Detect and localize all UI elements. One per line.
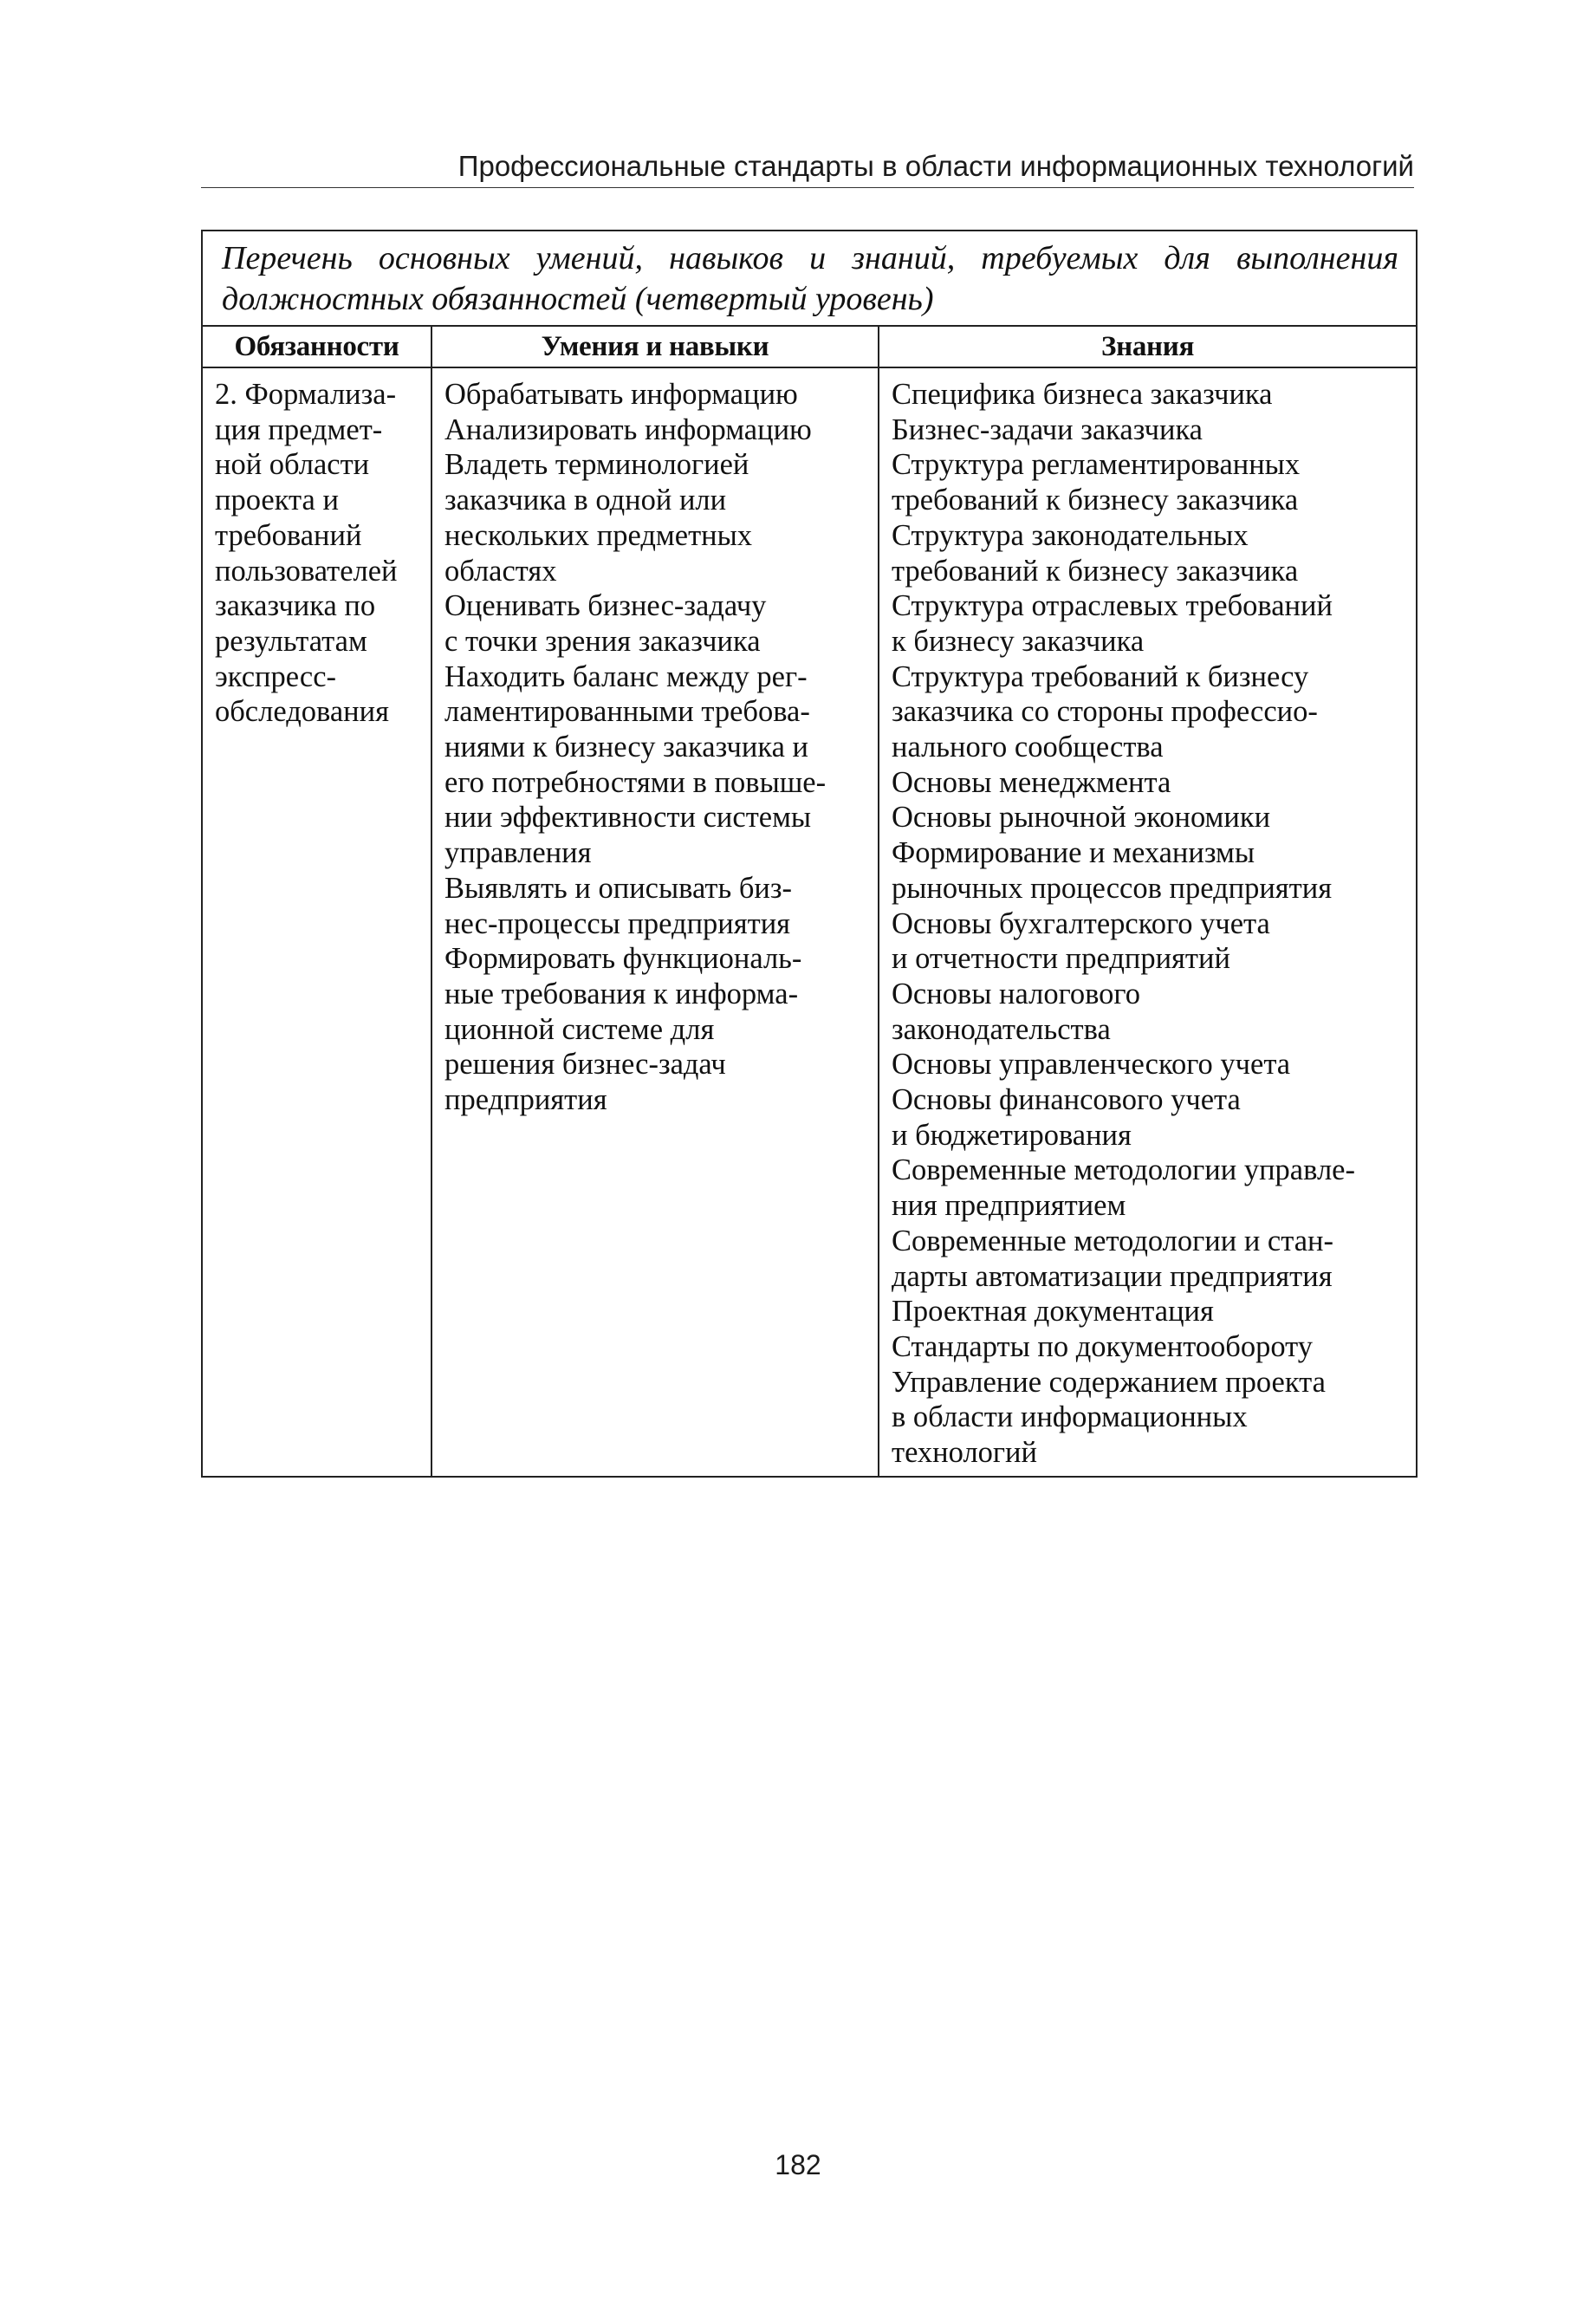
text-line: решения бизнес-задач [444,1048,726,1082]
text-line: ционной системе для [444,1012,715,1046]
text-line: Структура отраслевых требований [892,589,1333,623]
text-line: с точки зрения заказчика [444,624,761,658]
text-line: обследования [215,695,389,729]
text-line: 2. Формализа- [215,378,397,411]
text-line: законодательства [892,1012,1111,1046]
text-line: ниями к бизнесу заказчика и [444,731,808,764]
text-line: Обрабатывать информацию [444,378,798,411]
header-rule [201,187,1414,188]
text-line: рыночных процессов предприятия [892,871,1333,905]
text-line: Основы управленческого учета [892,1048,1291,1082]
text-line: нес-процессы предприятия [444,906,791,940]
text-line: заказчика в одной или [444,484,727,517]
text-line: Структура регламентированных [892,448,1301,482]
column-header-duties: Обязанности [202,326,431,367]
text-line: дарты автоматизации предприятия [892,1259,1333,1293]
text-line: Формировать функциональ- [444,942,802,976]
text-line: Современные методологии и стан- [892,1224,1334,1257]
column-header-skills: Умения и навыки [431,326,879,367]
text-line: Находить баланс между рег- [444,659,808,693]
text-line: заказчика со стороны профессио- [892,695,1318,729]
text-line: ция предмет- [215,413,383,446]
text-line: требований к бизнесу заказчика [892,554,1299,588]
table-row [202,367,1417,1477]
text-line: в области информационных [892,1400,1248,1434]
text-line: технологий [892,1436,1037,1470]
text-line: Анализировать информацию [444,413,812,446]
table-caption: Перечень основных умений, навыков и знаний, требуемых для выполнения должностных обязанностей (четвертый уровень) [202,231,1417,326]
column-header-knowledge: Знания [879,326,1417,367]
text-line: управления [444,836,592,870]
skills-cell [431,367,879,1477]
text-line: Основы финансового учета [892,1083,1241,1117]
text-line: ламентированными требова- [444,695,810,729]
caption-row [202,231,1417,326]
text-line: Формирование и механизмы [892,836,1255,870]
text-line: ные требования к информа- [444,977,799,1010]
text-line: Структура требований к бизнесу [892,659,1309,693]
text-line: проекта и [215,484,339,517]
text-line: Управление содержанием проекта [892,1365,1326,1399]
text-line: Проектная документация [892,1295,1214,1329]
text-line: нального сообщества [892,731,1164,764]
text-line: заказчика по [215,589,376,623]
text-line: Основы бухгалтерского учета [892,906,1270,940]
text-line: Основы рыночной экономики [892,801,1271,835]
text-line: предприятия [444,1083,607,1117]
text-line: Основы менеджмента [892,765,1171,799]
text-line: областях [444,554,557,588]
text-line: экспресс- [215,659,337,693]
text-line: Бизнес-задачи заказчика [892,413,1203,446]
text-line: и бюджетирования [892,1118,1132,1152]
skills-table [201,230,1418,1478]
text-line: его потребностями в повыше- [444,765,827,799]
text-line: пользователей [215,554,398,588]
text-line: требований [215,518,362,552]
text-line: Оценивать бизнес-задачу [444,589,767,623]
text-line: требований к бизнесу заказчика [892,484,1299,517]
text-line: нескольких предметных [444,518,753,552]
text-line: ния предприятием [892,1189,1126,1223]
text-line: результатам [215,624,367,658]
text-line: нии эффективности системы [444,801,812,835]
header-row [202,326,1417,367]
text-line: к бизнесу заказчика [892,624,1145,658]
text-line: Современные методологии управле- [892,1153,1355,1187]
text-line: ной области [215,448,370,482]
page-number: 182 [775,2149,821,2180]
duties-cell [202,367,431,1477]
text-line: и отчетности предприятий [892,942,1230,976]
text-line: Стандарты по документообороту [892,1329,1314,1363]
running-header: Профессиональные стандарты в области информационных технологий [457,150,1414,182]
text-line: Структура законодательных [892,518,1249,552]
text-line: Выявлять и описывать биз- [444,871,792,905]
text-line: Специфика бизнеса заказчика [892,378,1273,411]
text-line: Основы налогового [892,977,1140,1010]
knowledge-cell [879,367,1417,1477]
text-line: Владеть терминологией [444,448,749,482]
